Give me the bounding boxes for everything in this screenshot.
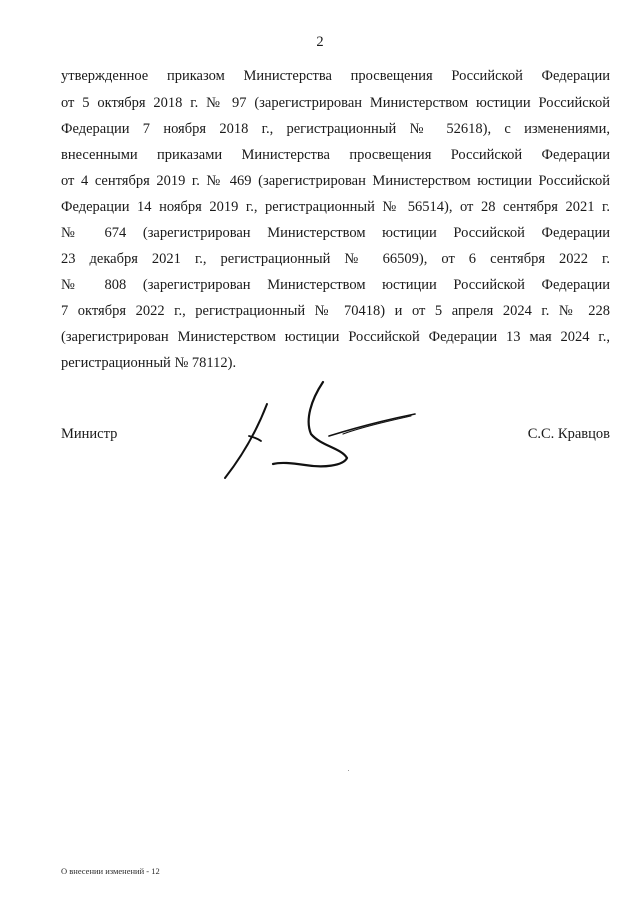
- body-line: № 808 (зарегистрирован Министерством юстиции Российской Федерации: [61, 277, 610, 293]
- body-line: регистрационный № 78112).: [61, 355, 237, 371]
- signer-name: С.С. Кравцов: [527, 426, 610, 442]
- body-line: 23 декабря 2021 г., регистрационный № 66509), от 6 сентября 2022 г.: [61, 251, 610, 267]
- body-line: Федерации 14 ноября 2019 г., регистрационный № 56514), от 28 сентября 2021 г.: [61, 199, 610, 215]
- footer-document-id: О внесении изменений - 12: [61, 866, 160, 876]
- page-number: 2: [316, 34, 324, 50]
- body-line: Федерации 7 ноября 2018 г., регистрационный № 52618), с изменениями,: [61, 121, 610, 137]
- body-line: № 674 (зарегистрирован Министерством юстиции Российской Федерации: [61, 225, 610, 241]
- body-line: от 4 сентября 2019 г. № 469 (зарегистрирован Министерством юстиции Российской: [61, 173, 610, 189]
- body-line: внесенными приказами Министерства просвещения Российской Федерации: [61, 147, 610, 163]
- scan-speck: [348, 770, 349, 771]
- body-line: (зарегистрирован Министерством юстиции Российской Федерации 13 мая 2024 г.,: [61, 329, 610, 345]
- body-line: от 5 октября 2018 г. № 97 (зарегистрирован Министерством юстиции Российской: [61, 95, 610, 111]
- body-line: 7 октября 2022 г., регистрационный № 70418) и от 5 апреля 2024 г. № 228: [61, 303, 610, 319]
- body-line: утвержденное приказом Министерства просвещения Российской Федерации: [61, 68, 610, 84]
- signer-title: Министр: [61, 426, 118, 442]
- handwritten-signature: [215, 370, 420, 485]
